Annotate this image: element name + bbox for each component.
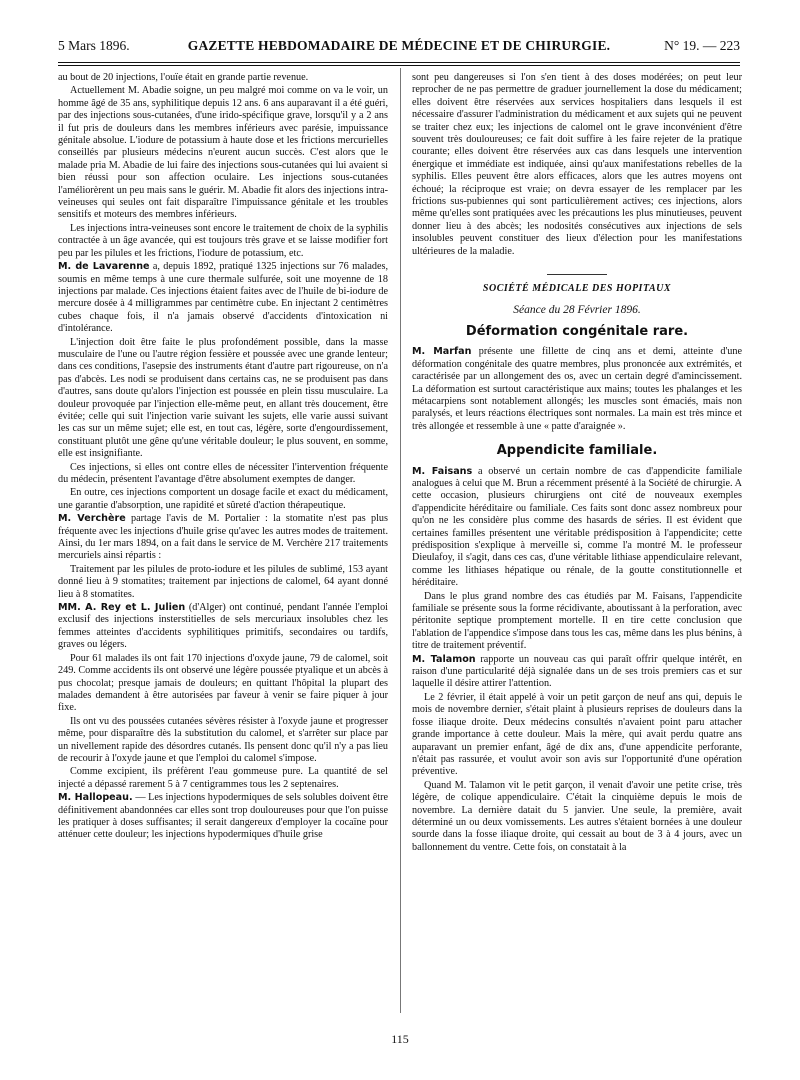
paragraph-text: Pour 61 malades ils ont fait 170 injections d'oxyde jaune, 79 de calomel, soit 249. Comme accidents ils ont observé une légère poussée ptyalique et un abcès à pus chocolat; presque jamais de douleurs; en quittant l'hôpital la plupart des malades demandent à être autorisées par faveur à venir se faire piquer à jour fixe. xyxy=(58,652,388,714)
paragraph xyxy=(58,766,388,791)
paragraph-text: rapporte un nouveau cas qui paraît offrir quelque intérêt, en raison d'une particularité déjà signalée dans un de ses trois premiers cas et sur laquelle il désire attirer l'attention. xyxy=(412,653,742,690)
speaker-name: M. Verchère xyxy=(58,513,126,525)
running-header xyxy=(58,38,740,58)
speaker-name: M. Talamon xyxy=(412,653,476,665)
issue-number: N° 19. — 223 xyxy=(664,38,740,53)
speaker-name: M. Faisans xyxy=(412,465,473,477)
section-body-appendicite xyxy=(412,466,742,855)
speaker-name: M. Hallopeau. xyxy=(58,792,133,804)
paragraph-text: Ces injections, si elles ont contre elles de nécessiter l'intervention fréquente du médecin, présentent l'avantage d'être absolument exemptes de danger. xyxy=(58,461,388,485)
paragraph-text: au bout de 20 injections, l'ouïe était en grande partie revenue. xyxy=(58,72,309,83)
society-name: SOCIÉTÉ MÉDICALE DES HOPITAUX xyxy=(482,283,672,295)
column-divider xyxy=(400,68,401,1013)
section-body-deformation xyxy=(412,346,742,433)
paragraph xyxy=(58,261,388,335)
paragraph-text: Dans le plus grand nombre des cas étudiés par M. Faisans, l'appendicite familiale se présente sous la forme récidivante, aboutissant à la perforation, avec péritonite septique promptement mortelle. Il en tire cette conclusion que l'ablation de l'appendice s'impose dans tous les cas, même dans les plus bénins, à titre de traitement préventif. xyxy=(412,590,742,652)
paragraph-text: Comme excipient, ils préfèrent l'eau gommeuse pure. La quantité de sel injecté a dépassé rarement 5 à 7 centigrammes tous les 2 septenaires. xyxy=(58,766,388,790)
continued-paragraph: sont peu dangereuses si l'on s'en tient à des doses modérées; on peut leur reprocher de ne pas permettre de graduer journellement la dose du médicament; elles doivent être réservées aux services hospitaliers dans lesquels il est nécessaire d'assurer l'administration du médicament et aux sujets qui ne peuvent se traiter chez eux; les injections de calomel ont le grave inconvénient d'être souvent très douloureuses; ce fait doit suffire à les faire rejeter de la pratique courante; elles doivent être réservées aux cas dans lesquels une intervention énergique et immédiate est indiquée, ainsi qu'aux manifestations rebelles de la syphilis. Elles peuvent être alors efficaces, alors que les autres moyens ont échoué; la réciproque est vraie; on devra essayer de les remplacer par les frictions sus-pubiennes qui sont particulièrement actives; ces injections, alors même qu'elles sont pratiquées avec les précautions les plus minutieuses, peuvent donner lieu à des abcès; les nodosités consécutives aux injections de sels insolubles peuvent constituer des lieux d'élection pour les manifestations ultérieures de la maladie. xyxy=(412,72,742,257)
paragraph xyxy=(58,85,388,221)
journal-title: GAZETTE HEBDOMADAIRE DE MÉDECINE ET DE CHIRURGIE. xyxy=(187,38,611,53)
paragraph-text: En outre, ces injections comportent un dosage facile et exact du médicament, une garantie d'absorption, une rapidité et sûreté d'action thérapeutique. xyxy=(58,487,388,511)
paragraph xyxy=(58,72,388,84)
section-title-deformation: Déformation congénitale rare. xyxy=(465,323,689,339)
speaker-name: M. de Lavarenne xyxy=(58,261,150,273)
paragraph-text: Quand M. Talamon vit le petit garçon, il venait d'avoir une petite crise, très légère, de colique appendiculaire. C'était la cinquième depuis le mois de novembre. La dernière datait du 5 janvier. Une seule, la première, avait déterminé un ou deux vomissements. Les autres s'étaient bornées à une douleur sourde dans la fosse iliaque droite, qui cessait au bout de 3 à 4 jours, avec un ballonnement du ventre. Cette fois, on constatait à la xyxy=(412,779,742,853)
paragraph xyxy=(412,591,742,653)
paragraph-text: Traitement par les pilules de proto-iodure et les pilules de sublimé, 153 ayant donné lieu à 9 stomatites; traitement par injections de calomel, 64 ayant donné lieu à 8 stomatites. xyxy=(58,563,388,600)
society-rule xyxy=(547,274,607,279)
paragraph xyxy=(412,692,742,779)
page-number: 115 xyxy=(391,1032,409,1046)
paragraph xyxy=(58,716,388,766)
paragraph xyxy=(412,780,742,854)
header-rule-top xyxy=(58,62,740,63)
speaker-name: MM. A. Rey et L. Julien xyxy=(58,602,186,614)
paragraph-text: partage l'avis de M. Portalier : la stomatite n'est pas plus fréquente avec les injections d'huile grise qu'avec les autres modes de traitement. Ainsi, du 1er mars 1894, on a fait dans le service de M. Verchère 217 traitements mercuriels ainsi répartis : xyxy=(58,513,388,562)
paragraph xyxy=(412,466,742,590)
speaker-name: M. Marfan xyxy=(412,346,472,358)
paragraph-text: a observé un certain nombre de cas d'appendicite familiale analogues à celui que M. Brun a récemment présenté à la Société de chirurgie. A cette occasion, plusieurs chirurgiens ont cité de nouveaux exemples d'appendicite héréditaire ou familiale. Ces faits sont donc assez nombreux pour qu'on ne les considère plus comme des hasards de séries. Il est évident que certaines familles présentent une véritable prédisposition à l'appendicite; cette prédisposition s'explique à merveille si, comme l'a montré M. le professeur Dieulafoy, il s'agit, dans ces cas, d'une véritable lithiase appendiculaire relevant, comme les lithiases hépatique ou rénale, de la goutte constitutionnelle et héréditaire. xyxy=(412,465,742,589)
paragraph-text: a, depuis 1892, pratiqué 1325 injections sur 76 malades, soumis en même temps à une cure thermale sulfurée, soit une moyenne de 18 injections par malade. Ces injections étaient faites avec de l'huile de bi-iodure de mercure dosée à 4 milligrammes par centimètre cube. En injectant 2 centimètres cubes chaque fois, il n'a jamais observé d'accidents d'intoxication ni d'intolérance. xyxy=(58,261,388,335)
header-rule-bottom xyxy=(58,65,740,66)
paragraph-text: — Les injections hypodermiques de sels solubles doivent être définitivement abandonnées car elles sont trop douloureuses pour que l'on puisse les pratiquer à doses suffisantes; il serait dangereux d'employer la cocaïne pour atténuer cette douleur; les injections hypodermiques d'huile grise xyxy=(58,792,388,841)
paragraph xyxy=(58,653,388,715)
issue-date: 5 Mars 1896. xyxy=(58,38,130,53)
paragraph xyxy=(58,487,388,512)
paragraph xyxy=(58,602,388,652)
session-date: Séance du 28 Février 1896. xyxy=(513,303,641,316)
paragraph-text: présente une fillette de cinq ans et demi, atteinte d'une déformation congénitale des quatre membres, plus prononcée aux extrémités, et caractérisée par un allongement des os, avec un certain degré d'amincissement. La déformation est surtout caractéristique aux mains; toutes les phalanges et les métacarpiens sont notablement allongés; les muscles sont émaciés, mais non paralysés, et leurs réactions électriques sont normales. La main est très mince et très allongée et ressemble à une « patte d'araignée ». xyxy=(412,346,742,432)
paragraph xyxy=(58,564,388,601)
right-column xyxy=(412,72,742,1012)
paragraph xyxy=(58,462,388,487)
paragraph xyxy=(58,792,388,842)
paragraph-text: Actuellement M. Abadie soigne, un peu malgré moi comme on va le voir, un homme âgé de 35 ans, syphilitique depuis 12 ans. 6 ans auparavant il a été guéri, par des injections sous-cutanées, d'une irido-spécifique grave, lorsqu'il y a 2 ans il fut pris de douleurs dans les membres inférieurs avec parésie, impuissance génitale absolue. L'iodure de potassium à haute dose et les frictions mercurielles conseillés par plusieurs médecins n'eurent aucun succès. C'est alors que le malade pria M. Abadie de lui faire des injections sous-cutanées qui lui avaient si bien réussi pour son affection oculaire. Les injections sous-cutanées l'améliorèrent un peu mais sans le guérir. M. Abadie fit alors des injections intra-veineuses qui seules ont fait disparaître l'impuissance génitale et les troubles sensitifs et moteurs des membres inférieurs. xyxy=(58,85,388,221)
paragraph xyxy=(412,654,742,691)
paragraph-text: (d'Alger) ont continué, pendant l'année l'emploi exclusif des injections insterstitielles de sels mercuriaux insolubles chez les femmes atteintes d'accidents syphilitiques primitifs, secondaires ou tardifs, graves ou légers. xyxy=(58,602,388,651)
paragraph-text: Le 2 février, il était appelé à voir un petit garçon de neuf ans qui, depuis le mois de novembre dernier, s'était plaint à plusieurs reprises de douleurs dans la fosse iliaque droite. Deux médecins consultés n'avaient point paru attacher grande importance à cette douleur. Mais la mère, qui avait perdu quatre ans auparavant un premier enfant, âgé de dix ans, d'une appendicite perforante, n'était pas rassurée, et voulut avoir son avis sur l'opportunité d'une opération préventive. xyxy=(412,691,742,778)
left-column xyxy=(58,72,388,1012)
paragraph xyxy=(58,337,388,461)
section-title-appendicite: Appendicite familiale. xyxy=(496,443,658,459)
paragraph-text: Ils ont vu des poussées cutanées sévères résister à l'oxyde jaune et progresser même, pour disparaître dès la substitution du calomel, et s'arrêter sur place par un nivellement rapide des désordres cutanés. Ils pensent donc qu'il n'y a pas lieu de recourir à l'oxyde jaune et que l'emploi du calomel s'impose. xyxy=(58,715,388,764)
paragraph-text: L'injection doit être faite le plus profondément possible, dans la masse musculaire de l'une ou l'autre région fessière et poussée avec une grande lenteur; dans ces conditions, l'asepsie des instruments étant d'autre part rigoureuse, on n'a pas d'abcès. Les nodi se produisent dans certains cas, ne se produisent pas dans d'autres, sans doute qu'alors l'injection est poussée en plein tissu musculaire. La douleur provoquée par l'injection elle-même peut, en allant très doucement, être évitée; celle qui suit l'injection varie suivant les sujets, elle varie aussi suivant les cas sur un même sujet; elle est, en tout cas, légère, sorte d'engourdissement, constituant plutôt une gêne qu'une véritable douleur; le plus souvent, en somme, elle est insignifiante. xyxy=(58,336,388,460)
paragraph xyxy=(58,223,388,260)
paragraph xyxy=(58,513,388,563)
paragraph-text: Les injections intra-veineuses sont encore le traitement de choix de la syphilis contractée à un âge avancée, qui est toujours très grave et se laisse modifier fort peu par les pilules et les frictions, l'iodure de potassium, etc. xyxy=(58,222,388,259)
paragraph xyxy=(412,346,742,433)
